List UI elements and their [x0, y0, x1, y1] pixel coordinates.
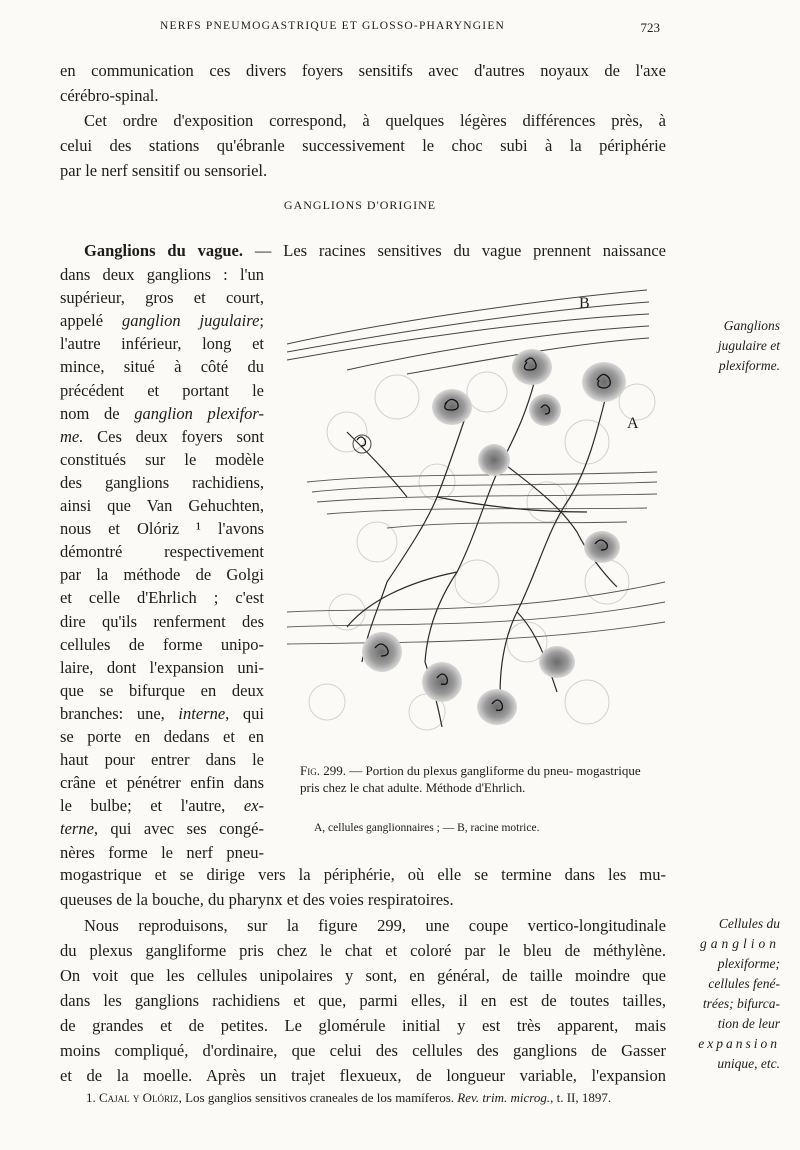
section-heading: GANGLIONS D'ORIGINE — [283, 198, 437, 212]
intro-line-4: celui des stations qu'ébranle successivement le choc subi à la périphérie — [60, 136, 666, 155]
italic-term: me. — [60, 426, 84, 446]
narrow-line — [60, 816, 264, 841]
margin-note-2-line-2: ganglion — [699, 936, 780, 951]
para1-first-line — [84, 238, 666, 263]
text-run: nous et Olóriz ¹ l'avons — [60, 519, 264, 539]
narrow-line — [60, 516, 264, 541]
text-run: , qui — [225, 703, 265, 723]
intro-line-1: en communication ces divers foyers sensitifs avec d'autres noyaux de l'axe — [60, 61, 666, 80]
text-run: démontré respectivement — [60, 542, 264, 562]
narrow-line — [60, 331, 264, 356]
text-run: laire, dont l'expansion uni- — [60, 657, 264, 677]
para2-line-3: On voit que les cellules unipolaires y sont, en général, de taille moindre que — [60, 966, 666, 985]
figure-legend: A, cellules ganglionnaires ; — B, racine motrice. — [314, 822, 540, 834]
text-run: constitués sur le modèle — [60, 449, 264, 469]
text-run: dans deux ganglions : l'un — [60, 265, 264, 284]
text-run: dire qu'ils renferment des — [60, 611, 264, 631]
narrow-line — [60, 308, 264, 333]
running-title: NERFS PNEUMOGASTRIQUE ET GLOSSO-PHARYNGIEN — [160, 20, 506, 32]
text-run: ainsi que Van Gehuchten, — [60, 496, 264, 515]
para2-line-6: moins compliqué, d'ordinaire, que celui des cellules des ganglions de Gasser — [60, 1041, 666, 1060]
narrow-line — [60, 401, 264, 426]
run-in-heading: Ganglions du vague. — [84, 241, 243, 260]
narrow-line — [60, 840, 264, 865]
italic-term: interne — [178, 703, 226, 723]
para2-line-4: dans les ganglions rachidiens et que, parmi elles, il en est de toutes tailles, — [60, 991, 666, 1010]
text-run: nères forme le nerf pneu- — [60, 842, 264, 862]
footnote-authors: Cajal y Olóriz — [99, 1090, 179, 1105]
text-run: , qui avec ses congé- — [93, 819, 264, 839]
footnote-tail: , t. II, 1897. — [550, 1090, 612, 1105]
footnote-text: , Los ganglios sensitivos craneales de los mamíferos. — [178, 1090, 458, 1105]
narrow-line — [60, 354, 264, 379]
italic-term: terne — [60, 819, 94, 839]
narrow-line — [60, 585, 264, 610]
text-run: par la méthode de Golgi — [60, 565, 264, 585]
narrow-line — [60, 609, 264, 634]
narrow-line — [60, 678, 264, 703]
narrow-line — [60, 262, 264, 287]
text-run: se porte en dedans et en — [60, 727, 264, 746]
intro-line-5: par le nerf sensitif ou sensoriel. — [60, 161, 268, 180]
text-run: mince, situé à côté du — [60, 357, 264, 377]
page-number: 723 — [640, 20, 660, 35]
narrow-line — [60, 793, 264, 818]
margin-note-1-line-2: jugulaire et — [717, 338, 780, 353]
narrow-line — [60, 562, 264, 587]
margin-note-cellules — [676, 914, 780, 1074]
margin-note-2-line-1: Cellules du — [718, 916, 780, 931]
text-run: des ganglions rachidiens, — [60, 472, 264, 492]
margin-note-2-line-3: plexiforme; — [717, 956, 780, 971]
para1-full-line-1: mogastrique et se dirige vers la périphérie, où elle se termine dans les mu- — [60, 865, 666, 884]
figure-caption — [300, 762, 652, 796]
narrow-line — [60, 701, 264, 726]
text-run: ; — [259, 311, 264, 331]
text-run: l'autre inférieur, long et — [60, 334, 264, 354]
text-run: le bulbe; et l'autre, — [60, 796, 244, 816]
text-run: nom de — [60, 403, 135, 423]
para1-first-line-rest: — Les racines sensitives du vague prennent naissance — [243, 241, 666, 260]
narrow-line — [60, 539, 264, 564]
italic-term: ganglion jugulaire — [121, 311, 260, 331]
para2-line-5: de grandes et de petites. Le glomérule initial y est très apparent, mais — [60, 1016, 666, 1035]
narrow-line — [60, 470, 264, 495]
text-run: Ces deux foyers sont — [83, 426, 264, 446]
margin-note-1-line-1: Ganglions — [723, 318, 780, 333]
text-run: cellules de forme unipo- — [60, 634, 264, 654]
margin-note-1-line-3: plexiforme. — [718, 358, 780, 373]
margin-note-2-line-4: cellules fené- — [708, 976, 780, 991]
text-run: appelé — [60, 311, 122, 331]
intro-line-2: cérébro-spinal. — [60, 86, 159, 105]
text-run: et celle d'Ehrlich ; c'est — [60, 588, 264, 608]
narrow-line — [60, 632, 264, 657]
narrow-line — [60, 447, 264, 472]
ganglion-cells — [353, 349, 626, 725]
italic-term: ex- — [243, 796, 264, 816]
para2-line-2: du plexus gangliforme pris chez le chat et coloré par le bleu de méthylène. — [60, 941, 666, 960]
text-run: crâne et pénétrer enfin dans — [60, 773, 264, 793]
narrow-line — [60, 378, 264, 403]
margin-note-ganglions — [676, 316, 780, 376]
margin-note-2-line-6: tion de leur — [717, 1016, 780, 1031]
narrow-line — [60, 655, 264, 680]
narrow-line — [60, 770, 264, 795]
para1-full-line-2: queuses de la bouche, du pharynx et des voies respiratoires. — [60, 890, 454, 909]
text-run: branches: une, — [60, 703, 179, 723]
text-run: haut pour entrer dans le — [60, 750, 264, 770]
figure-299 — [287, 282, 665, 752]
footnote-marker: 1. — [86, 1090, 96, 1105]
footnote-journal: Rev. trim. microg. — [457, 1090, 551, 1105]
margin-note-2-line-8: unique, etc. — [717, 1056, 780, 1071]
narrow-line — [60, 724, 264, 749]
margin-note-2-line-5: trées; bifurca- — [702, 996, 780, 1011]
caption-number: Fig. 299. — [300, 763, 346, 778]
text-run: précédent et portant le — [60, 380, 264, 400]
narrow-line — [60, 424, 264, 449]
narrow-line — [60, 493, 264, 518]
footnote — [60, 1089, 670, 1107]
text-run: supérieur, gros et court, — [60, 288, 264, 308]
figure-label-a: A — [627, 415, 639, 432]
narrow-line — [60, 285, 264, 310]
para2-line-1: Nous reproduisons, sur la figure 299, une coupe vertico-longitudinale — [84, 916, 666, 935]
intro-line-3: Cet ordre d'exposition correspond, à quelques légères différences près, à — [84, 111, 666, 130]
figure-label-b: B — [579, 295, 590, 312]
text-run: que se bifurque en deux — [60, 680, 264, 700]
plexus-illustration — [287, 282, 665, 752]
caption-text: — Portion du plexus gangliforme du pneu- mogastrique pris chez le chat adulte. Méthode d'Ehrlich. — [300, 763, 641, 795]
margin-note-2-line-7: expansion — [698, 1036, 780, 1051]
narrow-line — [60, 747, 264, 772]
italic-term: ganglion plexifor- — [134, 403, 264, 423]
para2-line-7: et de la moelle. Après un trajet flexueux, de longueur variable, l'expansion — [60, 1066, 666, 1085]
